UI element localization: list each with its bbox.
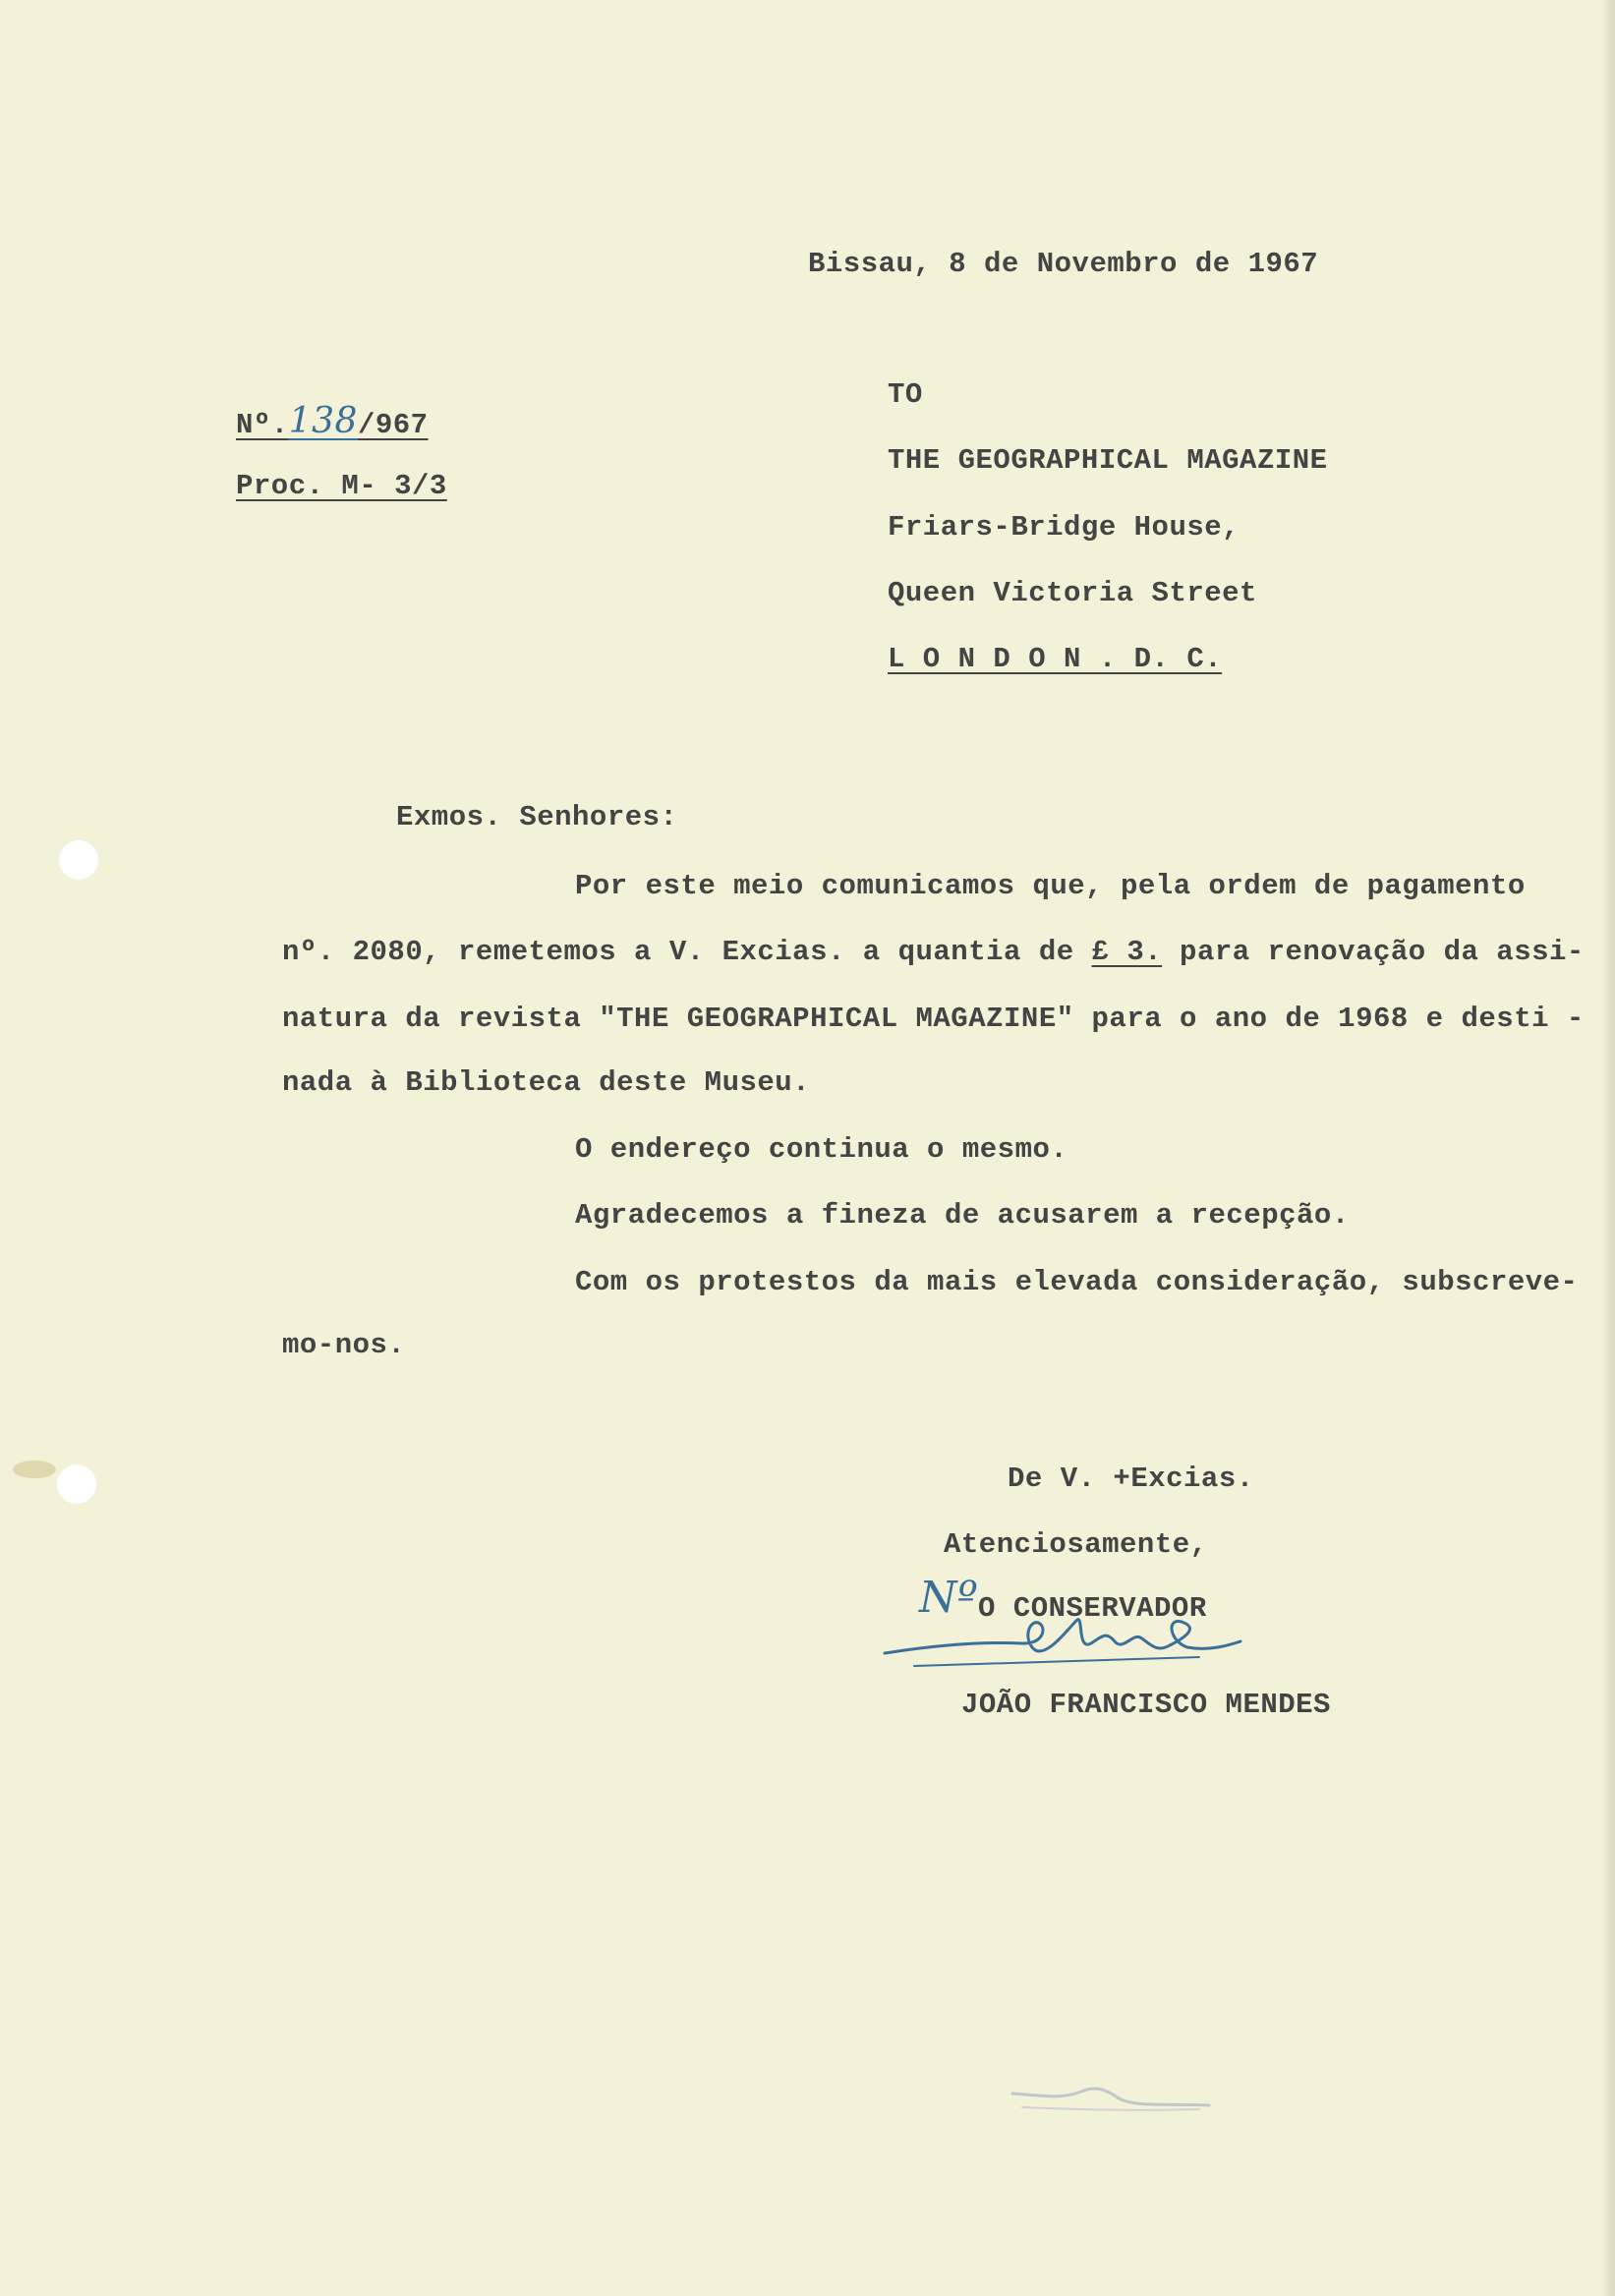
page-edge-shadow — [1601, 0, 1615, 2296]
paper-stain — [10, 1455, 59, 1484]
faint-ink-mark — [1003, 2074, 1219, 2123]
body-line-2b: para renovação da assi- — [1162, 936, 1585, 968]
body-paragraph-2: O endereço continua o mesmo. — [575, 1133, 1068, 1166]
body-line-2 — [282, 936, 1585, 968]
address-line-2: Friars-Bridge House, — [888, 511, 1240, 544]
proc-reference: Proc. M- 3/3 — [236, 470, 447, 502]
closing-line-1: De V. +Excias. — [1008, 1463, 1254, 1495]
address-line-1: THE GEOGRAPHICAL MAGAZINE — [888, 444, 1328, 477]
address-to: TO — [888, 378, 923, 411]
punch-hole-top — [59, 840, 98, 880]
closing-line-2: Atenciosamente, — [944, 1528, 1208, 1561]
ref-suffix: /967 — [357, 409, 429, 441]
reference-number — [236, 401, 429, 441]
body-line-1: Por este meio comunicamos que, pela ordem de pagamento — [575, 870, 1526, 902]
body-paragraph-4-line-2: mo-nos. — [282, 1329, 406, 1361]
signatory-title: O CONSERVADOR — [978, 1592, 1207, 1625]
address-line-4: L O N D O N . D. C. — [888, 643, 1223, 675]
signatory-name: JOÃO FRANCISCO MENDES — [961, 1689, 1331, 1721]
address-line-3: Queen Victoria Street — [888, 577, 1257, 609]
ref-handwritten: 138 — [288, 401, 358, 441]
ref-prefix: Nº. — [236, 409, 289, 441]
signature — [875, 1573, 1248, 1691]
handwritten-mark: Nº — [919, 1573, 979, 1623]
body-line-4: nada à Biblioteca deste Museu. — [282, 1066, 811, 1099]
salutation: Exmos. Senhores: — [396, 801, 678, 833]
body-paragraph-3: Agradecemos a fineza de acusarem a recepção. — [575, 1199, 1350, 1232]
date-line: Bissau, 8 de Novembro de 1967 — [808, 248, 1319, 280]
punch-hole-bottom — [57, 1464, 96, 1504]
body-line-3: natura da revista "THE GEOGRAPHICAL MAGAZINE" para o ano de 1968 e desti - — [282, 1003, 1585, 1035]
body-paragraph-4-line-1: Com os protestos da mais elevada consideração, subscreve- — [575, 1266, 1579, 1298]
amount: £ 3. — [1091, 936, 1163, 968]
body-line-2a: nº. 2080, remetemos a V. Excias. a quantia de — [282, 936, 1092, 968]
